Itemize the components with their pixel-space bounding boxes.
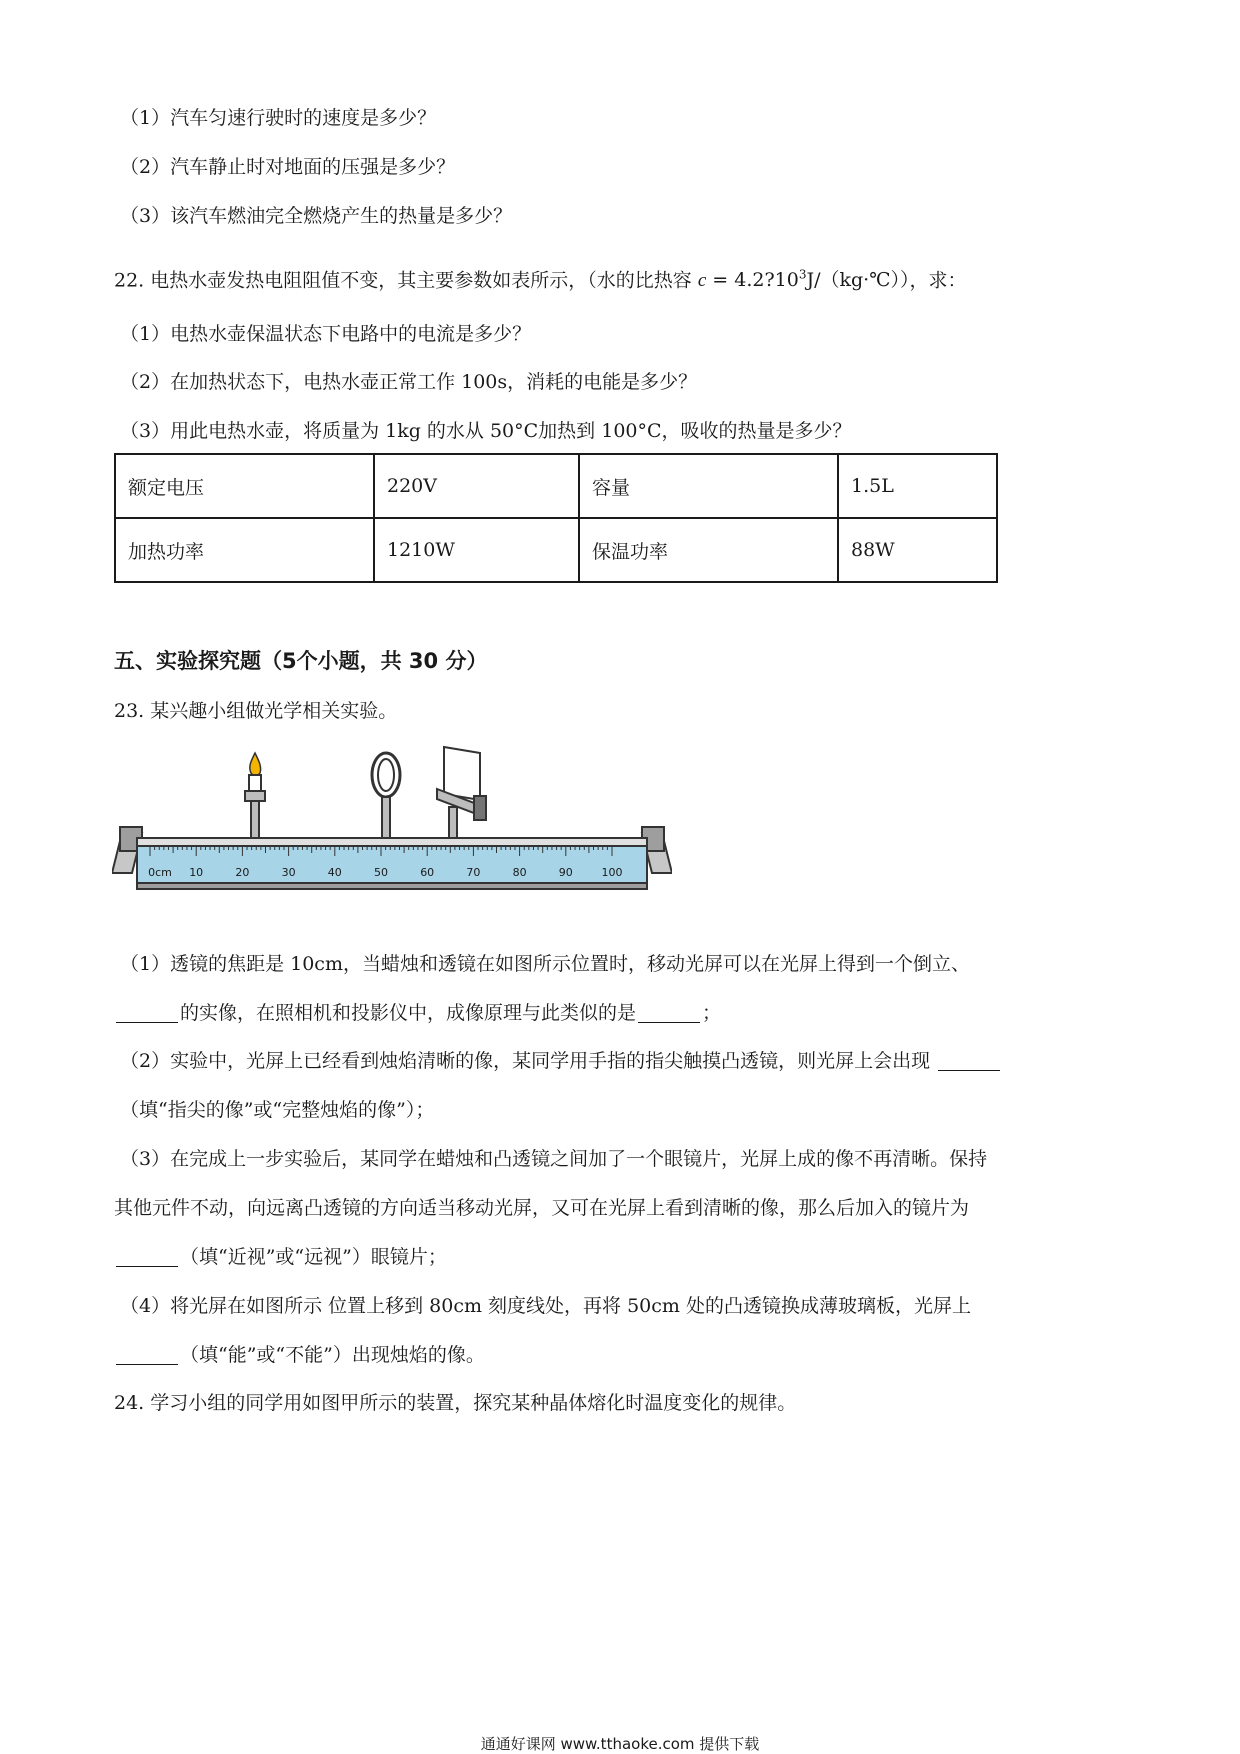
ruler-label: 90 [558, 866, 573, 879]
table-cell: 1210W [374, 518, 579, 582]
q23-s2-line1 [120, 1047, 1002, 1075]
q23-s2-line2: （填“指尖的像”或“完整烛焰的像”）； [120, 1099, 435, 1121]
page-footer: 通通好课网 www.tthaoke.com 提供下载 [480, 1735, 760, 1753]
q23-s1-mid: 的实像，在照相机和投影仪中，成像原理与此类似的是 [180, 1002, 637, 1024]
bench-rail [112, 827, 672, 889]
ruler-label: 70 [466, 866, 481, 879]
q22-stem-text: 22. 电热水壶发热电阻阻值不变，其主要参数如表所示，（水的比热容 [114, 269, 698, 292]
q22-stem [114, 261, 967, 295]
answer-blank[interactable] [638, 1002, 700, 1023]
q23-s2-text: （2）实验中，光屏上已经看到烛焰清晰的像，某同学用手指的指尖触摸凸透镜，则光屏上会出现 [120, 1050, 931, 1072]
section-heading: 五、实验探究题（5个小题，共 30 分） [114, 649, 488, 673]
q23-s3-end: （填“近视”或“远视”）眼镜片； [180, 1246, 447, 1268]
formula-value: = 4.2?10 [706, 269, 799, 292]
table-cell: 容量 [579, 454, 838, 518]
specific-heat-formula [698, 269, 910, 291]
ruler-label: 100 [601, 866, 623, 879]
answer-blank[interactable] [938, 1050, 1000, 1071]
ruler-label: 60 [420, 866, 435, 879]
q22-sub2: （2）在加热状态下，电热水壶正常工作 100s，消耗的电能是多少？ [120, 371, 698, 393]
formula-symbol: c [697, 270, 707, 292]
ruler-label: 50 [374, 866, 388, 879]
table-cell: 加热功率 [115, 518, 374, 582]
q23-s1-line2 [114, 999, 721, 1027]
q23-s4-end: （填“能”或“不能”）出现烛焰的像。 [180, 1344, 485, 1366]
q22-sub1: （1）电热水壶保温状态下电路中的电流是多少？ [120, 323, 532, 345]
optical-bench-figure [112, 745, 672, 920]
ruler-label: 10 [189, 866, 204, 879]
q23-s3-line1: （3）在完成上一步实验后，某同学在蜡烛和凸透镜之间加了一个眼镜片，光屏上成的像不再清晰。保持 [120, 1148, 988, 1170]
q23-s4-line2 [114, 1341, 485, 1369]
table-cell: 额定电压 [115, 454, 374, 518]
q23-s1-line1: （1）透镜的焦距是 10cm，当蜡烛和透镜在如图所示位置时，移动光屏可以在光屏上得到一个倒立、 [120, 953, 970, 975]
table-cell: 220V [374, 454, 579, 518]
table-row [115, 454, 997, 518]
table-row [115, 518, 997, 582]
table-cell: 1.5L [838, 454, 997, 518]
q21-sub2: （2）汽车静止时对地面的压强是多少？ [120, 156, 456, 178]
table-cell: 保温功率 [579, 518, 838, 582]
ruler-label: 80 [512, 866, 527, 879]
ruler-label: 0cm [148, 866, 172, 879]
ruler-label: 20 [235, 866, 250, 879]
q24-stem: 24. 学习小组的同学用如图甲所示的装置，探究某种晶体熔化时温度变化的规律。 [114, 1392, 797, 1414]
answer-blank[interactable] [116, 1246, 178, 1267]
q21-sub3: （3）该汽车燃油完全燃烧产生的热量是多少？ [120, 205, 513, 227]
ruler-label: 40 [327, 866, 342, 879]
q23-s3-line3 [114, 1243, 447, 1271]
kettle-parameter-table [114, 453, 998, 583]
ruler-label: 30 [281, 866, 296, 879]
formula-unit: J/（kg·℃）） [806, 269, 910, 292]
q22-stem-end: ，求： [909, 269, 967, 292]
formula-exponent: 3 [798, 268, 807, 282]
q21-sub1: （1）汽车匀速行驶时的速度是多少？ [120, 107, 437, 129]
q22-sub3: （3）用此电热水壶，将质量为 1kg 的水从 50°C加热到 100°C，吸收的热量是多少？ [120, 420, 852, 442]
answer-blank[interactable] [116, 1002, 178, 1023]
q23-stem: 23. 某兴趣小组做光学相关实验。 [114, 700, 398, 722]
table-cell: 88W [838, 518, 997, 582]
q23-s3-line2: 其他元件不动，向远离凸透镜的方向适当移动光屏，又可在光屏上看到清晰的像，那么后加入的镜片为 [114, 1197, 970, 1219]
q23-s1-end: ； [702, 1002, 722, 1024]
q23-s4-line1: （4）将光屏在如图所示 位置上移到 80cm 刻度线处，再将 50cm 处的凸透镜换成薄玻璃板，光屏上 [120, 1295, 971, 1317]
answer-blank[interactable] [116, 1344, 178, 1365]
